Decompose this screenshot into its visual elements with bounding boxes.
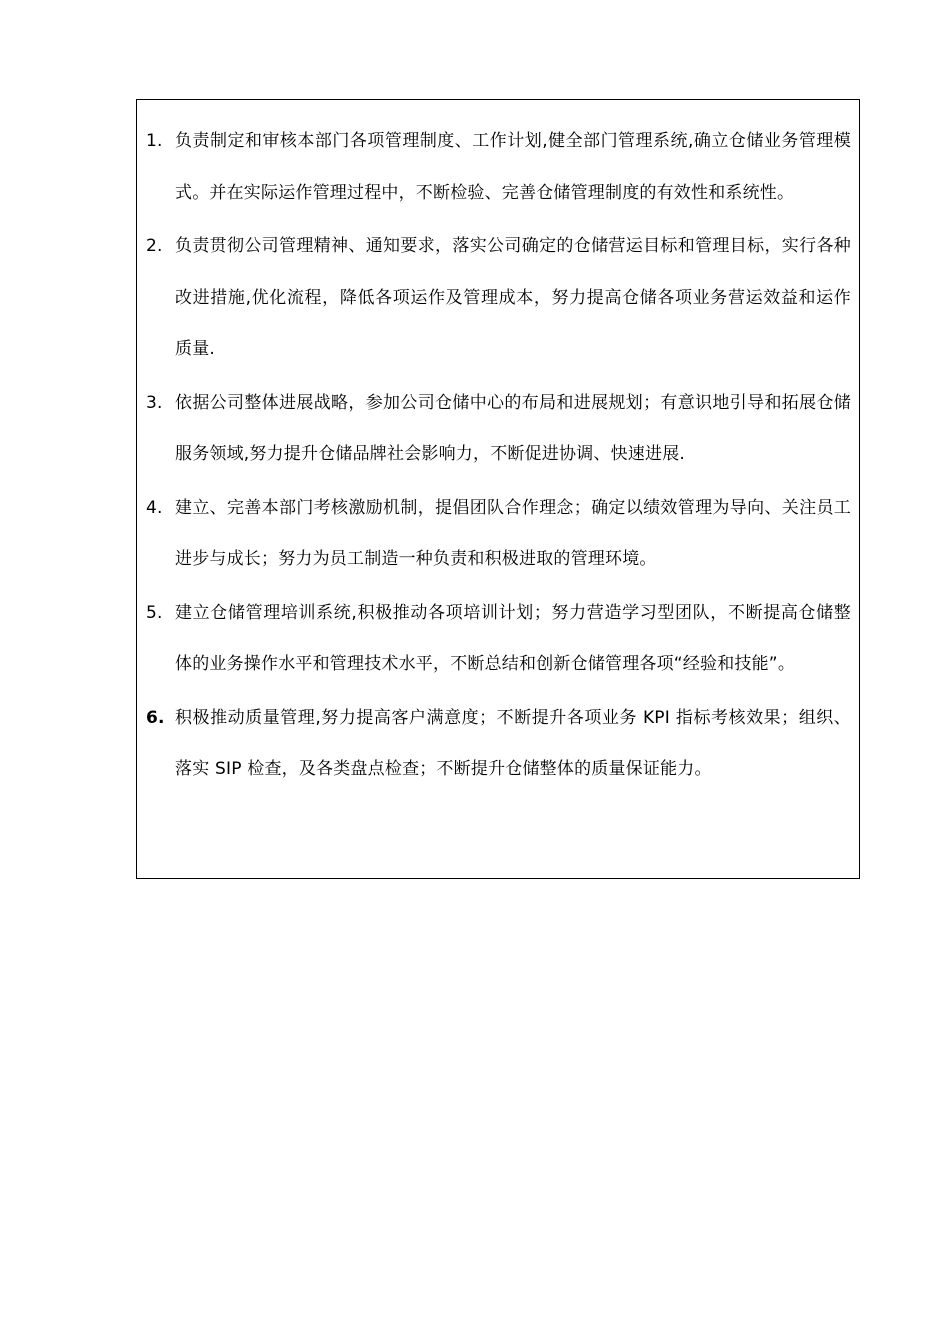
duty-text: 积极推动质量管理,努力提高客户满意度；不断提升各项业务 KPI 指标考核效果；组织、落实 SIP 检查，及各类盘点检查；不断提升仓储整体的质量保证能力。 xyxy=(175,707,851,779)
duty-item-3 xyxy=(137,378,859,481)
duty-text: 负责制定和审核本部门各项管理制度、工作计划,健全部门管理系统,确立仓储业务管理模式。并在实际运作管理过程中，不断检验、完善仓储管理制度的有效性和系统性。 xyxy=(175,131,851,203)
duty-number: 5. xyxy=(146,602,163,623)
duty-text: 建立、完善本部门考核激励机制，提倡团队合作理念；确定以绩效管理为导向、关注员工进步与成长；努力为员工制造一种负责和积极进取的管理环境。 xyxy=(175,497,851,569)
duties-list xyxy=(137,116,859,798)
duty-number: 6. xyxy=(146,707,165,728)
duty-text: 建立仓储管理培训系统,积极推动各项培训计划；努力营造学习型团队，不断提高仓储整体的业务操作水平和管理技术水平，不断总结和创新仓储管理各项“经验和技能”。 xyxy=(175,602,851,674)
duty-item-2 xyxy=(137,221,859,376)
duty-number: 1. xyxy=(146,131,163,151)
duty-item-4 xyxy=(137,483,859,586)
duty-text: 负责贯彻公司管理精神、通知要求，落实公司确定的仓储营运目标和管理目标，实行各种改进措施,优化流程，降低各项运作及管理成本，努力提高仓储各项业务营运效益和运作质量. xyxy=(175,236,851,359)
duty-number: 4. xyxy=(146,497,163,518)
duty-item-6 xyxy=(137,693,859,796)
duties-table-cell xyxy=(136,99,860,879)
duty-number: 2. xyxy=(146,236,163,256)
duty-item-5 xyxy=(137,588,859,691)
duty-text: 依据公司整体进展战略，参加公司仓储中心的布局和进展规划；有意识地引导和拓展仓储服务领域,努力提升仓储品牌社会影响力，不断促进协调、快速进展. xyxy=(175,392,851,464)
duty-number: 3. xyxy=(146,392,163,413)
duty-item-1 xyxy=(137,116,859,219)
